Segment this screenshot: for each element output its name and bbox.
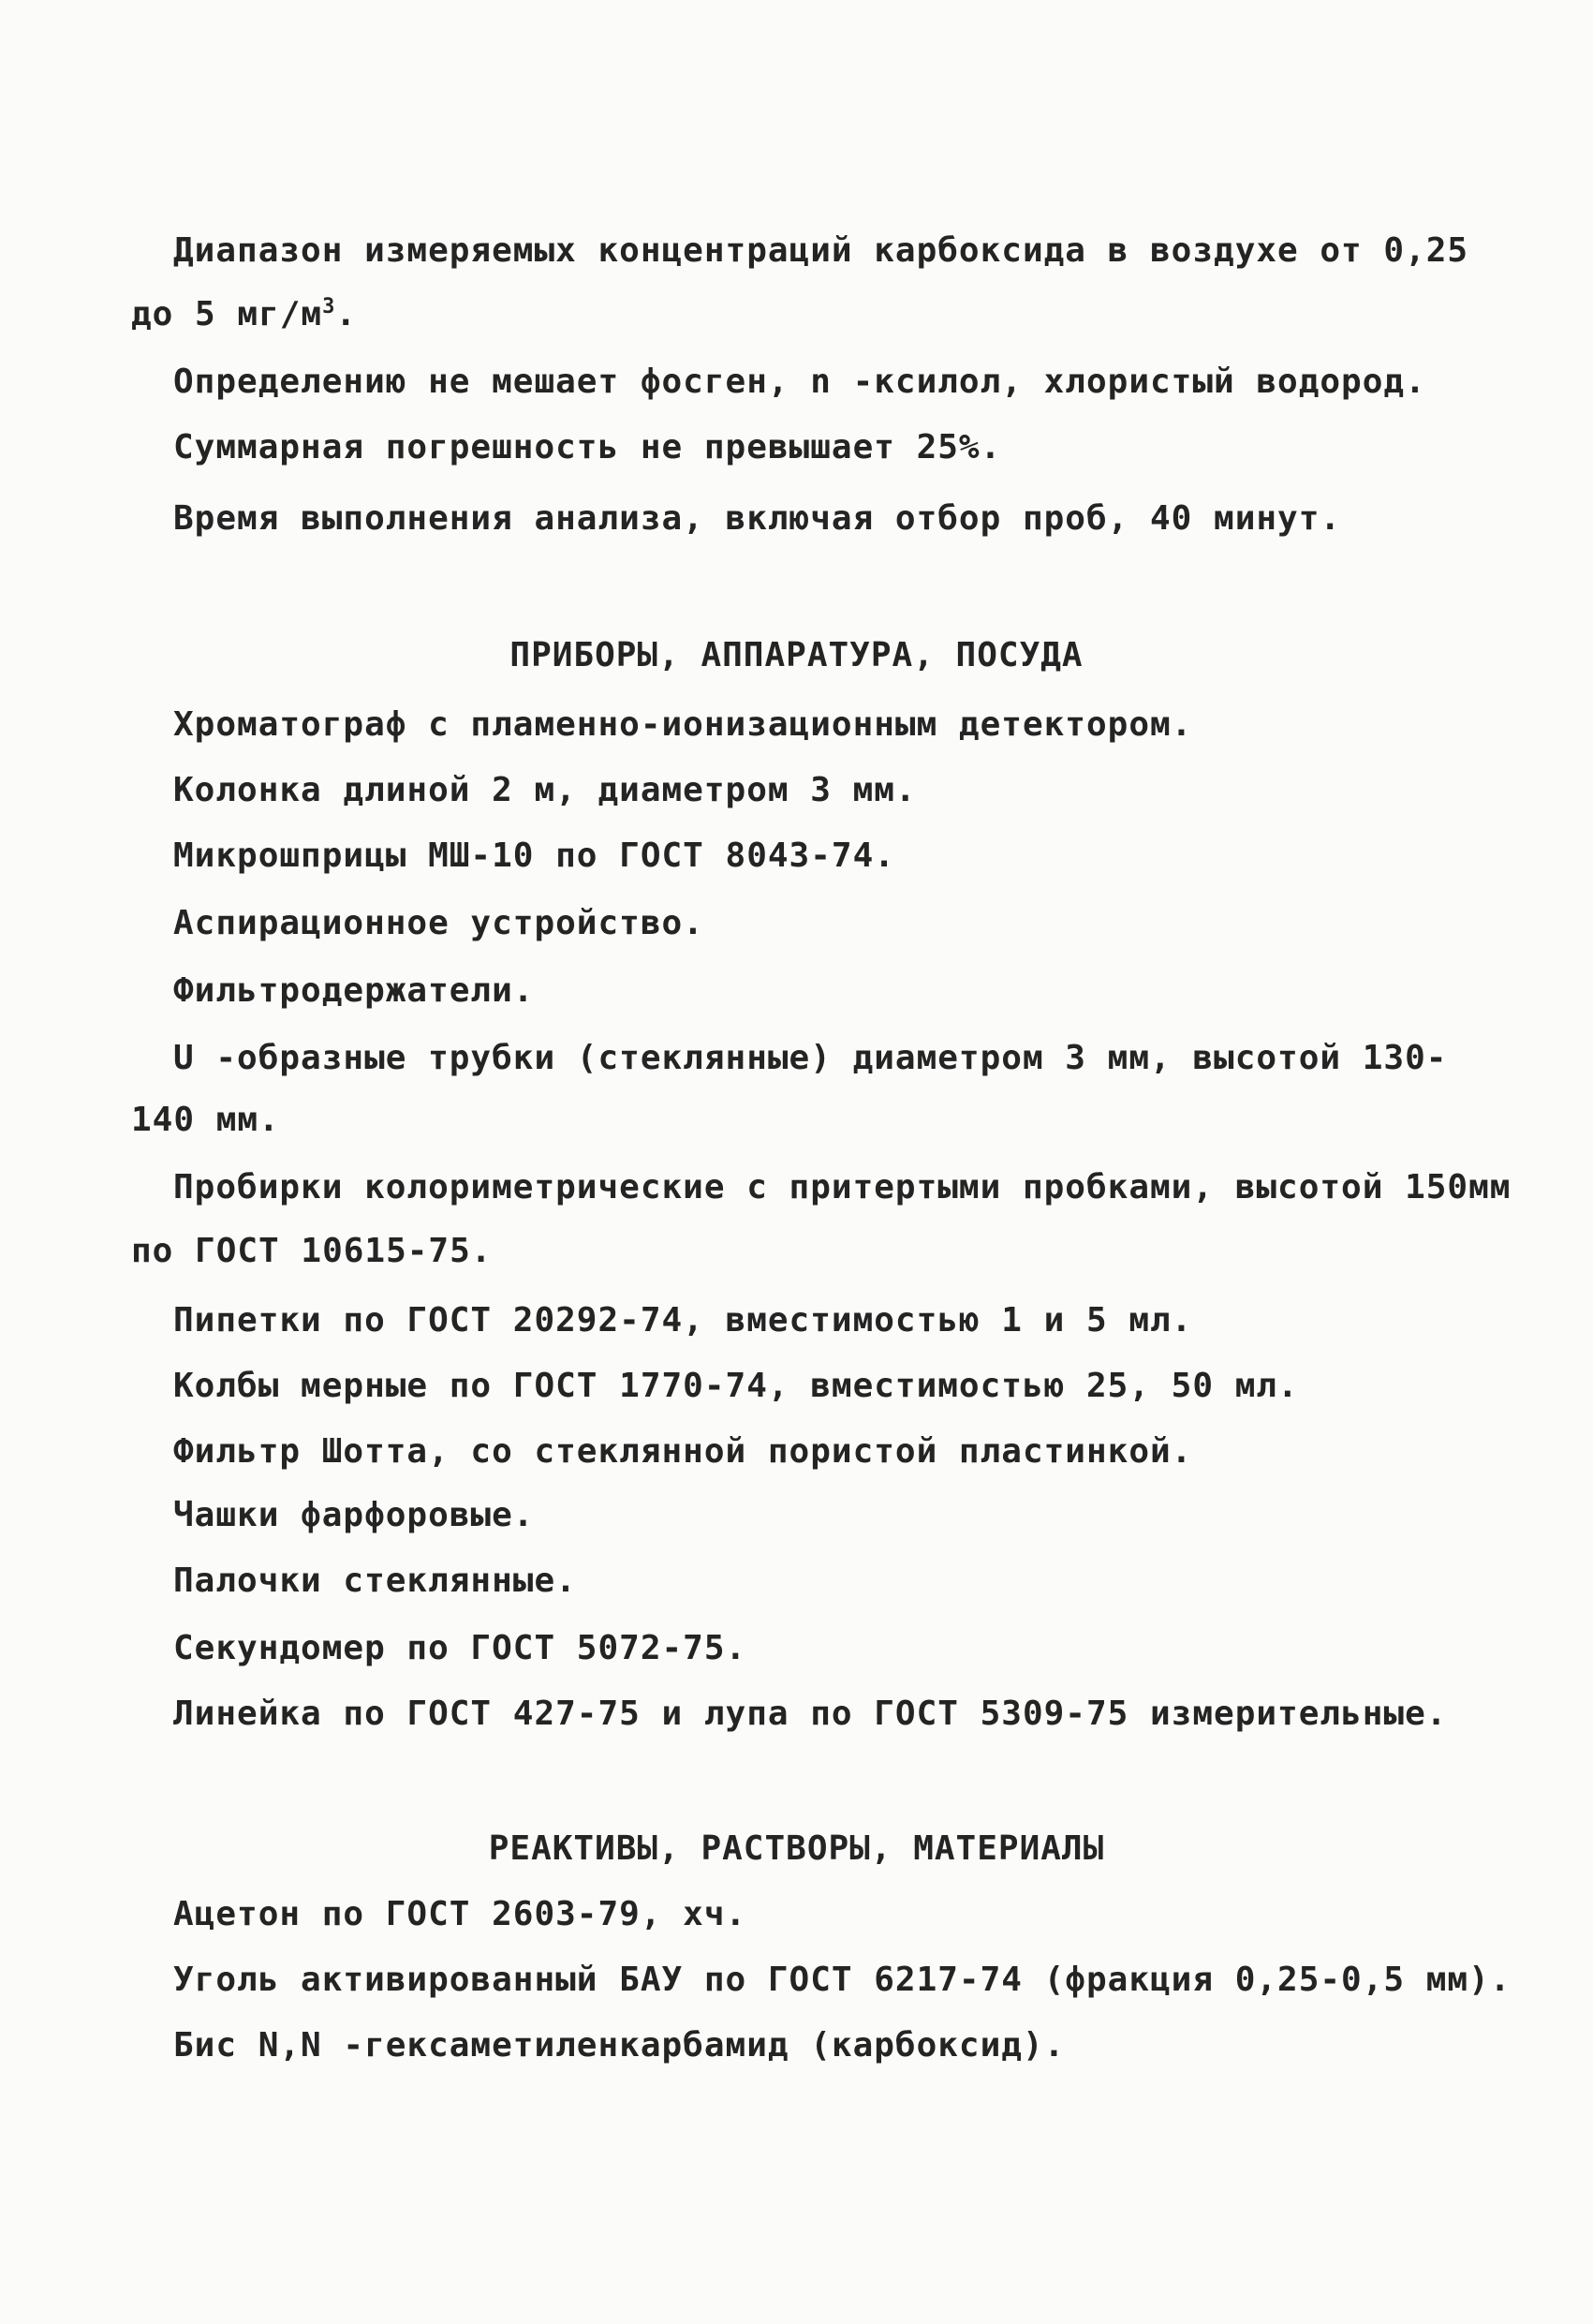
equipment-item: Линейка по ГОСТ 427-75 и лупа по ГОСТ 5309-75 измерительные. bbox=[173, 1695, 1448, 1733]
range-unit-superscript: 3 bbox=[322, 295, 336, 318]
equipment-item: Палочки стеклянные. bbox=[173, 1562, 577, 1600]
equipment-item: Чашки фарфоровые. bbox=[173, 1496, 535, 1534]
interference-line: Определению не мешает фосген, n -ксилол, хлористый водород. bbox=[173, 363, 1426, 401]
equipment-item: Фильтродержатели. bbox=[173, 971, 535, 1010]
equipment-item: U -образные трубки (стеклянные) диаметром 3 мм, высотой 130- bbox=[173, 1039, 1448, 1077]
equipment-item-continuation: по ГОСТ 10615-75. bbox=[131, 1232, 493, 1270]
equipment-item: Пробирки колориметрические с притертыми пробками, высотой 150мм bbox=[173, 1168, 1512, 1206]
duration-line: Время выполнения анализа, включая отбор проб, 40 минут. bbox=[173, 499, 1342, 538]
equipment-item: Аспирационное устройство. bbox=[173, 904, 704, 942]
reagent-item: Ацетон по ГОСТ 2603-79, хч. bbox=[173, 1895, 747, 1933]
reagents-heading: РЕАКТИВЫ, РАСТВОРЫ, МАТЕРИАЛЫ bbox=[488, 1829, 1105, 1868]
range-line-1: Диапазон измеряемых концентраций карбоксида в воздухе от 0,25 bbox=[173, 231, 1469, 270]
equipment-heading: ПРИБОРЫ, АППАРАТУРА, ПОСУДА bbox=[509, 636, 1084, 674]
equipment-item: Микрошприцы МШ-10 по ГОСТ 8043-74. bbox=[173, 836, 895, 875]
range-line-2 bbox=[131, 292, 357, 337]
reagent-item: Бис N,N -гексаметиленкарбамид (карбоксид). bbox=[173, 2026, 1066, 2065]
equipment-item-continuation: 140 мм. bbox=[131, 1101, 280, 1139]
error-line: Суммарная погрешность не превышает 25%. bbox=[173, 428, 1002, 466]
range-line-2-prefix: до 5 мг/м bbox=[131, 295, 323, 333]
range-line-2-suffix: . bbox=[335, 295, 358, 333]
equipment-item: Фильтр Шотта, со стеклянной пористой пластинкой. bbox=[173, 1432, 1193, 1471]
equipment-item: Хроматограф с пламенно-ионизационным детектором. bbox=[173, 705, 1193, 744]
equipment-item: Колонка длиной 2 м, диаметром 3 мм. bbox=[173, 771, 917, 809]
equipment-item: Пипетки по ГОСТ 20292-74, вместимостью 1 и 5 мл. bbox=[173, 1301, 1193, 1340]
equipment-item: Секундомер по ГОСТ 5072-75. bbox=[173, 1629, 747, 1667]
reagent-item: Уголь активированный БАУ по ГОСТ 6217-74 (фракция 0,25-0,5 мм). bbox=[173, 1961, 1512, 1999]
equipment-item: Колбы мерные по ГОСТ 1770-74, вместимостью 25, 50 мл. bbox=[173, 1367, 1299, 1405]
